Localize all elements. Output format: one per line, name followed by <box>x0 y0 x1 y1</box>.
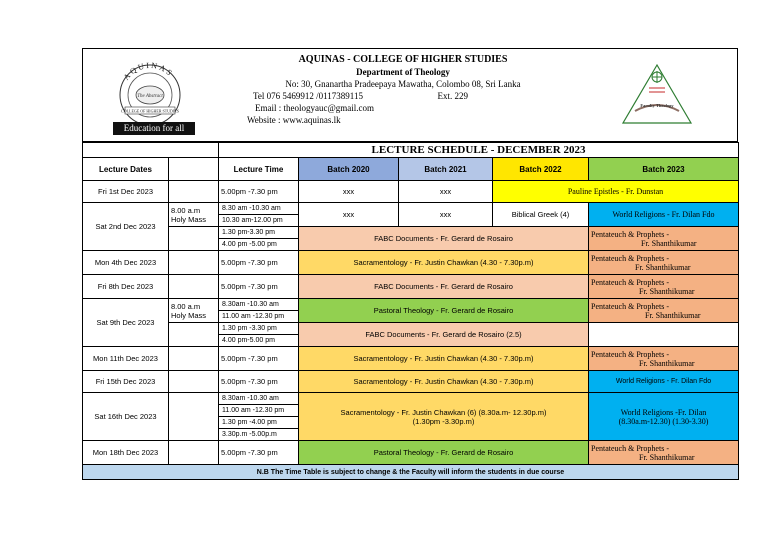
date-cell: Fri 15th Dec 2023 <box>83 371 169 393</box>
lecturer-name: Fr. Shanthikumar <box>639 452 695 462</box>
blank-cell <box>169 275 219 299</box>
lecture-time-note: (1.30pm -3.30p.m) <box>412 416 475 426</box>
batch2023-cell: World Religions - Fr. Dilan Fdo <box>589 371 739 393</box>
header-blank <box>169 158 219 181</box>
time-slot: 1.30 pm -3.30 pm <box>219 323 299 335</box>
time-slot: 8.30 am -10.30 am <box>219 203 299 215</box>
lecturer-name: Fr. Shanthikumar <box>635 262 691 272</box>
lecture-title: Pentateuch & Prophets - <box>591 301 669 311</box>
lecture-title: Sacramentology - Fr. Justin Chawkan (6) (8.30a.m- 12.30p.m) <box>340 407 547 417</box>
date-cell: Sat 9th Dec 2023 <box>83 299 169 347</box>
faculty-theology-logo <box>619 61 695 129</box>
header-batch-2021: Batch 2021 <box>399 158 493 181</box>
lecturer-name: Fr. Shanthikumar <box>639 358 695 368</box>
schedule-sheet <box>82 48 738 490</box>
batch2021-cell: xxx <box>399 203 493 227</box>
college-name: AQUINAS - COLLEGE OF HIGHER STUDIES <box>298 54 508 65</box>
header-batch-2020: Batch 2020 <box>299 158 399 181</box>
blank-cell <box>169 181 219 203</box>
lecture-cell <box>299 393 589 441</box>
title-blank <box>83 143 219 158</box>
header-batch-2023: Batch 2023 <box>589 158 739 181</box>
lecture-title: Pentateuch & Prophets - <box>591 349 669 359</box>
blank-cell <box>169 227 219 251</box>
lecture-title: Pentateuch & Prophets - <box>591 277 669 287</box>
lecture-cell: Pastoral Theology - Fr. Gerard de Rosairo <box>299 441 589 465</box>
lecturer-name: Fr. Shanthikumar <box>641 238 697 248</box>
lecturer-name: Fr. Shanthikumar <box>639 286 695 296</box>
lecture-title: Pentateuch & Prophets - <box>591 253 669 263</box>
lecture-cell: Sacramentology - Fr. Justin Chawkan (4.30 - 7.30p.m) <box>299 251 589 275</box>
blank-cell <box>169 323 219 347</box>
address: No: 30, Gnanartha Pradeepaya Mawatha, Colombo 08, Sri Lanka <box>285 79 521 89</box>
college-crest-logo <box>105 55 195 129</box>
batch2023-cell <box>589 441 739 465</box>
batch2023-cell <box>589 227 739 251</box>
batch2023-cell <box>589 299 739 323</box>
fabc-cell: FABC Documents - Fr. Gerard de Rosairo <box>299 227 589 251</box>
batch2023-cell <box>589 393 739 441</box>
batch2021-cell: xxx <box>399 181 493 203</box>
lecturer-name: Fr. Shanthikumar <box>645 310 701 320</box>
email: Email : theologyauc@gmail.com <box>255 103 375 113</box>
extension: Ext. 229 <box>437 91 468 101</box>
blank-cell <box>169 347 219 371</box>
blank-cell <box>169 371 219 393</box>
time-cell: 5.00pm -7.30 pm <box>219 275 299 299</box>
batch2023-blank <box>589 323 739 347</box>
time-cell: 5.00pm -7.30 pm <box>219 441 299 465</box>
letterhead <box>82 48 738 142</box>
date-cell: Mon 4th Dec 2023 <box>83 251 169 275</box>
lecture-title: Pentateuch & Prophets - <box>591 443 669 453</box>
date-cell: Fri 8th Dec 2023 <box>83 275 169 299</box>
date-cell: Mon 11th Dec 2023 <box>83 347 169 371</box>
date-cell: Sat 16th Dec 2023 <box>83 393 169 441</box>
time-slot: 11.00 am -12.30 pm <box>219 405 299 417</box>
svg-text:COLLEGE OF HIGHER STUDIES: COLLEGE OF HIGHER STUDIES <box>121 108 179 114</box>
svg-text:Faculty Theology: Faculty Theology <box>640 103 674 108</box>
batch2023-cell <box>589 251 739 275</box>
time-slot: 3.30p.m -5.00p.m <box>219 429 299 441</box>
blank-cell <box>169 441 219 465</box>
batch2023-cell <box>589 347 739 371</box>
telephone: Tel 076 5469912 /0117389115 <box>253 91 363 101</box>
date-cell: Fri 1st Dec 2023 <box>83 181 169 203</box>
mass-cell: 8.00 a.m Holy Mass <box>169 203 219 227</box>
footnote: N.B The Time Table is subject to change & the Faculty will inform the students in due course <box>83 465 739 480</box>
time-slot: 1.30 pm-3.30 pm <box>219 227 299 239</box>
batch2020-cell: xxx <box>299 181 399 203</box>
time-cell: 5.00pm -7.30 pm <box>219 181 299 203</box>
batch2022-cell: Biblical Greek (4) <box>493 203 589 227</box>
time-cell: 5.00pm -7.30 pm <box>219 347 299 371</box>
tagline: Education for all <box>113 122 195 135</box>
time-slot: 11.00 am -12.30 pm <box>219 311 299 323</box>
date-cell: Sat 2nd Dec 2023 <box>83 203 169 251</box>
schedule-title: LECTURE SCHEDULE - DECEMBER 2023 <box>219 143 739 158</box>
lecture-cell: Pastoral Theology - Fr. Gerard de Rosairo <box>299 299 589 323</box>
lecture-title: Pentateuch & Prophets - <box>591 229 669 239</box>
time-slot: 8.30am -10.30 am <box>219 299 299 311</box>
time-slot: 4.00 pm-5.00 pm <box>219 335 299 347</box>
time-slot: 10.30 am-12.00 pm <box>219 215 299 227</box>
lecture-cell: FABC Documents - Fr. Gerard de Rosairo (2.5) <box>299 323 589 347</box>
batch2023-cell <box>589 275 739 299</box>
batch2022-2023-cell: Pauline Epistles - Fr. Dunstan <box>493 181 739 203</box>
lecture-cell: FABC Documents - Fr. Gerard de Rosairo <box>299 275 589 299</box>
svg-text:The Abstract: The Abstract <box>137 94 163 99</box>
time-slot: 4.00 pm -5.00 pm <box>219 239 299 251</box>
lecture-time-note: (8.30a.m-12.30) (1.30-3.30) <box>618 416 709 426</box>
time-cell: 5.00pm -7.30 pm <box>219 371 299 393</box>
header-time: Lecture Time <box>219 158 299 181</box>
letterhead-text <box>233 53 573 126</box>
time-slot: 1.30 pm -4.00 pm <box>219 417 299 429</box>
svg-text:AQUINAS: AQUINAS <box>121 60 176 82</box>
header-dates: Lecture Dates <box>83 158 169 181</box>
mass-cell: 8.00 a.m Holy Mass <box>169 299 219 323</box>
department-name: Department of Theology <box>356 67 450 77</box>
blank-cell <box>169 393 219 441</box>
contact-line <box>233 90 573 102</box>
website: Website : www.aquinas.lk <box>247 115 341 125</box>
time-slot: 8.30am -10.30 am <box>219 393 299 405</box>
batch2023-cell: World Religions - Fr. Dilan Fdo <box>589 203 739 227</box>
header-batch-2022: Batch 2022 <box>493 158 589 181</box>
date-cell: Mon 18th Dec 2023 <box>83 441 169 465</box>
lecture-cell: Sacramentology - Fr. Justin Chawkan (4.30 - 7.30p.m) <box>299 347 589 371</box>
lecture-cell: Sacramentology - Fr. Justin Chawkan (4.30 - 7.30p.m) <box>299 371 589 393</box>
blank-cell <box>169 251 219 275</box>
batch2020-cell: xxx <box>299 203 399 227</box>
lecture-title: World Religions -Fr. Dilan <box>620 407 707 417</box>
time-cell: 5.00pm -7.30 pm <box>219 251 299 275</box>
schedule-table <box>82 142 739 480</box>
